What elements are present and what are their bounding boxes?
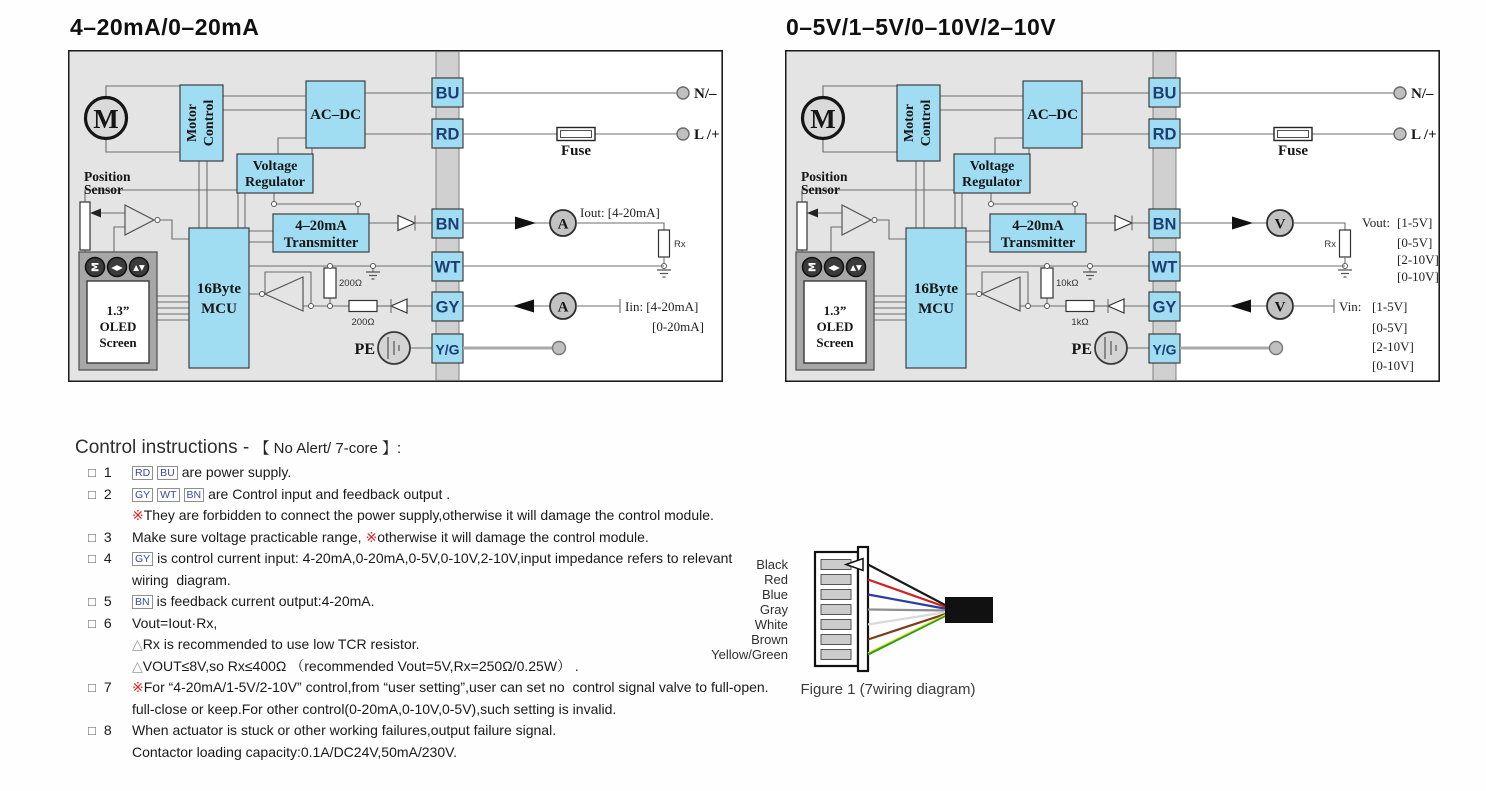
wire-tag: RD [132, 466, 153, 480]
resistor-horizontal [1066, 301, 1094, 312]
svg-text:◀▶: ◀▶ [828, 263, 840, 272]
wire-black [868, 565, 947, 607]
instructions-heading-main: Control instructions - [75, 437, 255, 458]
iin-label-2: [0-20mA] [652, 319, 704, 334]
svg-text:16Byte: 16Byte [913, 281, 959, 297]
svg-text:MCU: MCU [201, 301, 237, 317]
vin-prefix: Vin: [1339, 299, 1362, 314]
motor-icon [86, 98, 127, 139]
wire-tag: BN [184, 488, 205, 502]
svg-text:A: A [557, 216, 569, 233]
svg-text:M: M [807, 262, 819, 272]
motor-control-box [180, 85, 223, 161]
connector-blocks [432, 78, 463, 363]
wire-blue [868, 595, 947, 610]
item-number: 1 [103, 464, 112, 480]
terminal-n-label: N/– [1411, 86, 1434, 102]
warning-mark: ※ [365, 528, 378, 545]
instruction-text: △ [132, 657, 143, 674]
svg-text:Control: Control [919, 99, 934, 147]
connector-yg: Y/G [435, 341, 460, 358]
vin-value: [0-10V] [1372, 358, 1414, 373]
wires [868, 565, 947, 655]
svg-text:◀▶: ◀▶ [111, 263, 123, 272]
cable [945, 597, 993, 623]
instruction-text: are Control input and feedback output . [208, 485, 451, 502]
svg-text:Position: Position [801, 169, 848, 184]
instruction-row [75, 634, 775, 656]
instruction-text: is feedback current output:4-20mA. [156, 593, 375, 609]
warning-mark: ※ [132, 679, 144, 695]
terminal-l-label: L /+ [694, 127, 720, 143]
connector-blocks [1149, 78, 1180, 363]
terminal-pe [553, 342, 566, 355]
connector-yg: Y/G [1152, 341, 1177, 358]
checkbox-icon: □ [88, 486, 96, 502]
resistor-vertical-label: 200Ω [339, 278, 362, 289]
svg-text:AC–DC: AC–DC [310, 107, 361, 123]
svg-text:▲▼: ▲▼ [133, 263, 145, 272]
figure-caption: Figure 1 (7wiring diagram) [800, 681, 976, 698]
svg-text:A: A [557, 299, 569, 316]
checkbox-icon: □ [88, 615, 96, 631]
instruction-row [75, 484, 775, 506]
wiring-diagram-current [68, 50, 723, 382]
wire-yellow-stripe [868, 614, 947, 653]
instruction-text: Contactor loading capacity:0.1A/DC24V,50mA/230V. [132, 743, 458, 760]
instructions-heading [75, 437, 775, 459]
svg-text:Regulator: Regulator [962, 175, 1022, 190]
item-number: 5 [103, 593, 112, 609]
instruction-text: Vout=Iout·Rx, [132, 614, 218, 631]
svg-text:OLED: OLED [816, 319, 854, 334]
ac-dc-box [1023, 81, 1082, 148]
instruction-row [75, 720, 775, 742]
fuse-label: Fuse [561, 143, 591, 159]
svg-text:Motor: Motor [902, 103, 917, 143]
svg-text:AC–DC: AC–DC [1027, 107, 1078, 123]
wire-label: Black [756, 557, 788, 572]
mcu-box [906, 228, 966, 368]
oled-panel [79, 252, 157, 370]
item-number: 3 [103, 528, 112, 545]
potentiometer [797, 202, 807, 250]
checkbox-icon: □ [88, 529, 96, 545]
svg-text:Screen: Screen [816, 335, 854, 350]
instruction-text: For “4-20mA/1-5V/2-10V” control,from “user setting”,user can set no control signal valve to full-open. [143, 679, 769, 695]
svg-text:Sensor: Sensor [84, 182, 124, 197]
instruction-row [75, 505, 775, 527]
vout-value: [0-5V] [1397, 235, 1433, 250]
svg-text:Transmitter: Transmitter [283, 235, 359, 251]
instruction-text: otherwise it will damage the control module. [377, 528, 649, 545]
instructions-list [75, 462, 775, 763]
connector-slots [821, 560, 851, 660]
rx-resistor [659, 230, 670, 257]
instruction-row [75, 527, 775, 549]
wire-label: White [754, 617, 788, 632]
instruction-row [75, 699, 775, 721]
instruction-text: wiring diagram. [132, 571, 231, 588]
svg-text:Regulator: Regulator [245, 175, 305, 190]
connector-bu: BU [1152, 84, 1177, 103]
svg-text:1.3”: 1.3” [823, 303, 847, 318]
svg-text:MCU: MCU [918, 301, 954, 317]
item-number: 4 [103, 550, 112, 566]
svg-text:Screen: Screen [99, 335, 137, 350]
vin-value: [1-5V] [1372, 299, 1408, 314]
svg-text:V: V [1274, 299, 1286, 316]
vout-value: [2-10V] [1397, 252, 1439, 267]
instruction-row [75, 656, 775, 678]
connector-bn: BN [1152, 215, 1177, 234]
svg-text:Motor: Motor [185, 103, 200, 143]
transmitter-box [990, 214, 1086, 252]
wiring-figure [700, 537, 1020, 707]
connector-bn: BN [435, 215, 460, 234]
connector-gy: GY [435, 298, 460, 317]
vout-prefix: Vout: [1362, 215, 1390, 230]
connector-gy: GY [1152, 298, 1177, 317]
transmitter-box [273, 214, 369, 252]
warning-mark: ※ [132, 507, 144, 523]
wiring-diagram-voltage [785, 50, 1440, 382]
svg-text:M: M [93, 104, 119, 134]
svg-text:M: M [90, 262, 102, 272]
motor-control-box [897, 85, 940, 161]
instruction-text: full-close or keep.For other control(0-20mA,0-10V,0-5V),such setting is invalid. [132, 700, 617, 717]
diagram-right-title: 0–5V/1–5V/0–10V/2–10V [786, 14, 1057, 40]
rx-label: Rx [1324, 239, 1336, 250]
resistor-vertical [324, 268, 336, 298]
connector-rd: RD [1152, 125, 1177, 144]
svg-text:Transmitter: Transmitter [1000, 235, 1076, 251]
svg-text:PE: PE [1071, 341, 1092, 358]
item-number: 6 [103, 614, 112, 631]
svg-text:Position: Position [84, 169, 131, 184]
diagram-left-title: 4–20mA/0–20mA [70, 14, 260, 40]
resistor-horizontal-label: 1kΩ [1071, 317, 1089, 328]
item-number: 8 [103, 722, 112, 738]
instruction-text: is control current input: 4-20mA,0-20mA,0-5V,0-10V,2-10V,input impedance refers to relevant [157, 550, 733, 566]
svg-text:Voltage: Voltage [969, 159, 1015, 174]
item-number: 7 [103, 679, 112, 695]
wire-tag: GY [132, 552, 153, 566]
connector-wt: WT [434, 258, 461, 277]
svg-text:1.3”: 1.3” [106, 303, 130, 318]
wire-gray [868, 610, 947, 611]
wire-tag: GY [132, 488, 153, 502]
svg-text:M: M [810, 104, 836, 134]
control-instructions [75, 437, 775, 763]
fuse-label: Fuse [1278, 143, 1308, 159]
fuse [557, 128, 595, 141]
terminal-pe [1270, 342, 1283, 355]
wire-label: Yellow/Green [711, 647, 788, 662]
svg-text:PE: PE [354, 341, 375, 358]
resistor-horizontal [349, 301, 377, 312]
vout-value: [1-5V] [1397, 215, 1433, 230]
rx-label: Rx [674, 239, 686, 250]
svg-text:OLED: OLED [99, 319, 137, 334]
svg-text:4–20mA: 4–20mA [295, 218, 347, 234]
voltage-regulator-box [237, 154, 313, 193]
instruction-text: When actuator is stuck or other working failures,output failure signal. [132, 722, 557, 738]
svg-text:Voltage: Voltage [252, 159, 298, 174]
instruction-row [75, 591, 775, 613]
iin-label: Iin: [4-20mA] [625, 299, 699, 314]
svg-text:▲▼: ▲▼ [850, 263, 862, 272]
oled-panel [796, 252, 874, 370]
checkbox-icon: □ [88, 465, 96, 480]
instruction-text: Rx is recommended to use low TCR resistor. [142, 636, 420, 652]
wire-tag: WT [157, 488, 179, 502]
potentiometer [80, 202, 90, 250]
vout-value: [0-10V] [1397, 269, 1439, 284]
ac-dc-box [306, 81, 365, 148]
fuse [1274, 128, 1312, 141]
instruction-text: △ [132, 636, 143, 652]
instruction-row [75, 742, 775, 764]
voltage-regulator-box [954, 154, 1030, 193]
instruction-text: Make sure voltage practicable range, [132, 528, 366, 545]
svg-text:V: V [1274, 216, 1286, 233]
wire-label: Gray [759, 602, 788, 617]
instruction-row [75, 613, 775, 635]
terminal-n-label: N/– [694, 86, 717, 102]
svg-text:4–20mA: 4–20mA [1012, 218, 1064, 234]
svg-text:Control: Control [202, 99, 217, 147]
motor-icon [803, 98, 844, 139]
rx-resistor [1340, 230, 1351, 257]
instruction-row [75, 548, 775, 570]
wire-label: Red [764, 572, 788, 587]
mcu-box [189, 228, 249, 368]
resistor-vertical [1041, 268, 1053, 298]
connector-wt: WT [1151, 258, 1178, 277]
instructions-heading-tag: 【 No Alert/ 7-core 】: [254, 440, 402, 457]
checkbox-icon: □ [88, 551, 96, 566]
checkbox-icon: □ [88, 594, 96, 609]
connector-bu: BU [435, 84, 460, 103]
wire-red [868, 580, 947, 608]
checkbox-icon: □ [88, 680, 96, 695]
terminal-l-label: L /+ [1411, 127, 1437, 143]
resistor-vertical-label: 10kΩ [1056, 278, 1079, 289]
wire-tag: BN [132, 595, 153, 609]
svg-text:Sensor: Sensor [801, 182, 841, 197]
item-number: 2 [103, 485, 112, 502]
vin-value: [0-5V] [1372, 320, 1408, 335]
svg-text:16Byte: 16Byte [196, 281, 242, 297]
instruction-row [75, 677, 775, 699]
instruction-text: VOUT≤8V,so Rx≤400Ω （recommended Vout=5V,Rx=250Ω/0.25W） . [142, 657, 579, 674]
wire-label: Brown [751, 632, 788, 647]
instruction-row [75, 570, 775, 592]
instruction-text: They are forbidden to connect the power supply,otherwise it will damage the control module. [143, 507, 714, 523]
connector-rd: RD [435, 125, 460, 144]
instruction-text: are power supply. [181, 464, 292, 480]
resistor-horizontal-label: 200Ω [351, 317, 375, 328]
wire-tag: BU [157, 466, 178, 480]
wire-label: Blue [761, 587, 788, 602]
vin-value: [2-10V] [1372, 339, 1414, 354]
instruction-row [75, 462, 775, 484]
iout-label: Iout: [4-20mA] [580, 205, 660, 220]
checkbox-icon: □ [88, 723, 96, 738]
